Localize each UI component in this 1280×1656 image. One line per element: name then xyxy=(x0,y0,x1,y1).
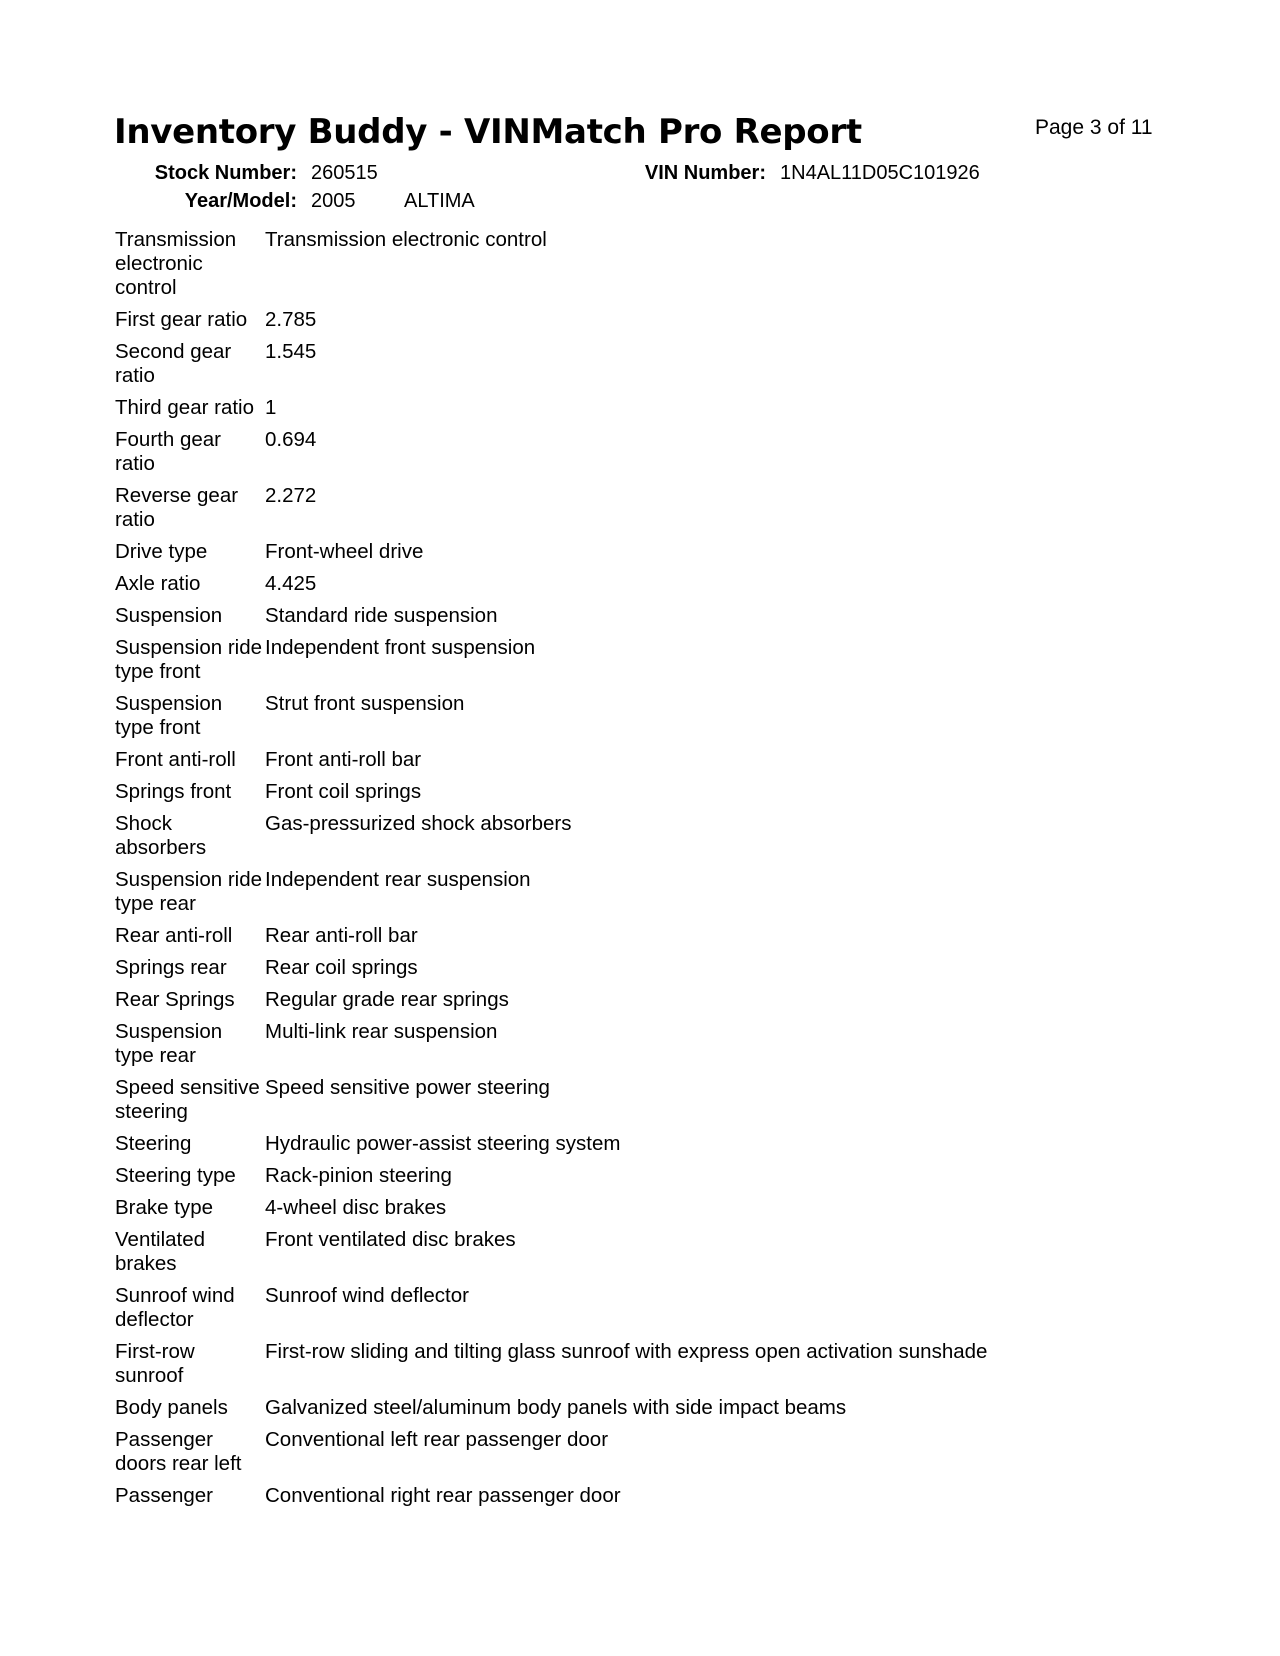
spec-label: Suspension ride type rear xyxy=(115,868,263,915)
spec-value: Rear anti-roll bar xyxy=(265,924,418,947)
spec-row xyxy=(115,484,1165,532)
spec-list xyxy=(115,228,1165,1516)
spec-label: First-row sunroof xyxy=(115,1340,195,1387)
spec-row xyxy=(115,1164,1165,1188)
spec-value: Conventional left rear passenger door xyxy=(265,1428,609,1451)
spec-value: 1 xyxy=(265,396,277,419)
page-number: Page 3 of 11 xyxy=(1035,116,1153,139)
spec-value: Rack-pinion steering xyxy=(265,1164,452,1187)
spec-row xyxy=(115,812,1165,860)
spec-label: Steering type xyxy=(115,1164,236,1187)
spec-value: Galvanized steel/aluminum body panels with side impact beams xyxy=(265,1396,847,1419)
spec-label: Springs front xyxy=(115,780,232,803)
spec-value: 4-wheel disc brakes xyxy=(265,1196,447,1219)
spec-row xyxy=(115,988,1165,1012)
spec-row xyxy=(115,540,1165,564)
spec-value: Hydraulic power-assist steering system xyxy=(265,1132,621,1155)
spec-row xyxy=(115,1196,1165,1220)
spec-label: Suspension xyxy=(115,604,223,627)
spec-row xyxy=(115,1340,1165,1388)
spec-row xyxy=(115,1020,1165,1068)
spec-label: Ventilated brakes xyxy=(115,1228,206,1275)
spec-row xyxy=(115,1396,1165,1420)
spec-label: Passenger doors rear left xyxy=(115,1428,242,1475)
spec-value: Transmission electronic control xyxy=(265,228,547,251)
spec-label: First gear ratio xyxy=(115,308,248,331)
vin-number-label: VIN Number: xyxy=(644,162,766,184)
spec-value: Gas-pressurized shock absorbers xyxy=(265,812,572,835)
spec-row xyxy=(115,1428,1165,1476)
spec-label: Suspension type front xyxy=(115,692,223,739)
spec-label: Third gear ratio xyxy=(115,396,255,419)
spec-label: Suspension ride type front xyxy=(115,636,263,683)
spec-row xyxy=(115,636,1165,684)
spec-label: Steering xyxy=(115,1132,192,1155)
spec-label: Reverse gear ratio xyxy=(115,484,239,531)
spec-value: Front coil springs xyxy=(265,780,422,803)
spec-row xyxy=(115,1228,1165,1276)
spec-value: Front anti-roll bar xyxy=(265,748,422,771)
spec-label: Shock absorbers xyxy=(115,812,207,859)
spec-row xyxy=(115,748,1165,772)
year-value: 2005 xyxy=(311,190,356,212)
spec-row xyxy=(115,692,1165,740)
spec-row xyxy=(115,924,1165,948)
vin-number-value: 1N4AL11D05C101926 xyxy=(780,162,980,184)
spec-row xyxy=(115,868,1165,916)
spec-label: Rear anti-roll xyxy=(115,924,233,947)
spec-label: Transmission electronic control xyxy=(115,228,237,299)
spec-label: Body panels xyxy=(115,1396,228,1419)
spec-value: Speed sensitive power steering xyxy=(265,1076,550,1099)
spec-value: 1.545 xyxy=(265,340,317,363)
spec-value: Standard ride suspension xyxy=(265,604,498,627)
spec-value: Strut front suspension xyxy=(265,692,465,715)
spec-row xyxy=(115,396,1165,420)
report-title: Inventory Buddy - VINMatch Pro Report xyxy=(114,112,862,152)
spec-value: 2.785 xyxy=(265,308,317,331)
spec-row xyxy=(115,1284,1165,1332)
spec-row xyxy=(115,308,1165,332)
spec-label: Front anti-roll xyxy=(115,748,236,771)
spec-value: Multi-link rear suspension xyxy=(265,1020,498,1043)
spec-row xyxy=(115,956,1165,980)
spec-row xyxy=(115,780,1165,804)
spec-row xyxy=(115,1076,1165,1124)
spec-value: 2.272 xyxy=(265,484,317,507)
spec-label: Suspension type rear xyxy=(115,1020,223,1067)
spec-value: Regular grade rear springs xyxy=(265,988,509,1011)
model-value: ALTIMA xyxy=(404,190,475,212)
spec-value: Independent rear suspension xyxy=(265,868,531,891)
spec-value: First-row sliding and tilting glass sunroof with express open activation sunshade xyxy=(265,1340,988,1363)
spec-row xyxy=(115,340,1165,388)
year-model-label: Year/Model: xyxy=(184,190,297,212)
spec-label: Springs rear xyxy=(115,956,227,979)
stock-number-label: Stock Number: xyxy=(154,162,297,184)
spec-label: Brake type xyxy=(115,1196,213,1219)
spec-label: Second gear ratio xyxy=(115,340,232,387)
spec-value: 4.425 xyxy=(265,572,317,595)
spec-label: Axle ratio xyxy=(115,572,201,595)
stock-number-value: 260515 xyxy=(311,162,378,184)
spec-row xyxy=(115,572,1165,596)
spec-row xyxy=(115,228,1165,300)
spec-label: Fourth gear ratio xyxy=(115,428,221,475)
spec-label: Sunroof wind deflector xyxy=(115,1284,235,1331)
spec-value: Sunroof wind deflector xyxy=(265,1284,469,1307)
spec-value: Independent front suspension xyxy=(265,636,536,659)
spec-row xyxy=(115,428,1165,476)
spec-label: Passenger xyxy=(115,1484,214,1507)
spec-value: Front ventilated disc brakes xyxy=(265,1228,516,1251)
spec-value: 0.694 xyxy=(265,428,317,451)
spec-row xyxy=(115,604,1165,628)
spec-label: Speed sensitive steering xyxy=(115,1076,260,1123)
spec-row xyxy=(115,1484,1165,1508)
spec-label: Rear Springs xyxy=(115,988,235,1011)
spec-value: Front-wheel drive xyxy=(265,540,424,563)
spec-value: Conventional right rear passenger door xyxy=(265,1484,621,1507)
spec-row xyxy=(115,1132,1165,1156)
spec-label: Drive type xyxy=(115,540,208,563)
spec-value: Rear coil springs xyxy=(265,956,418,979)
